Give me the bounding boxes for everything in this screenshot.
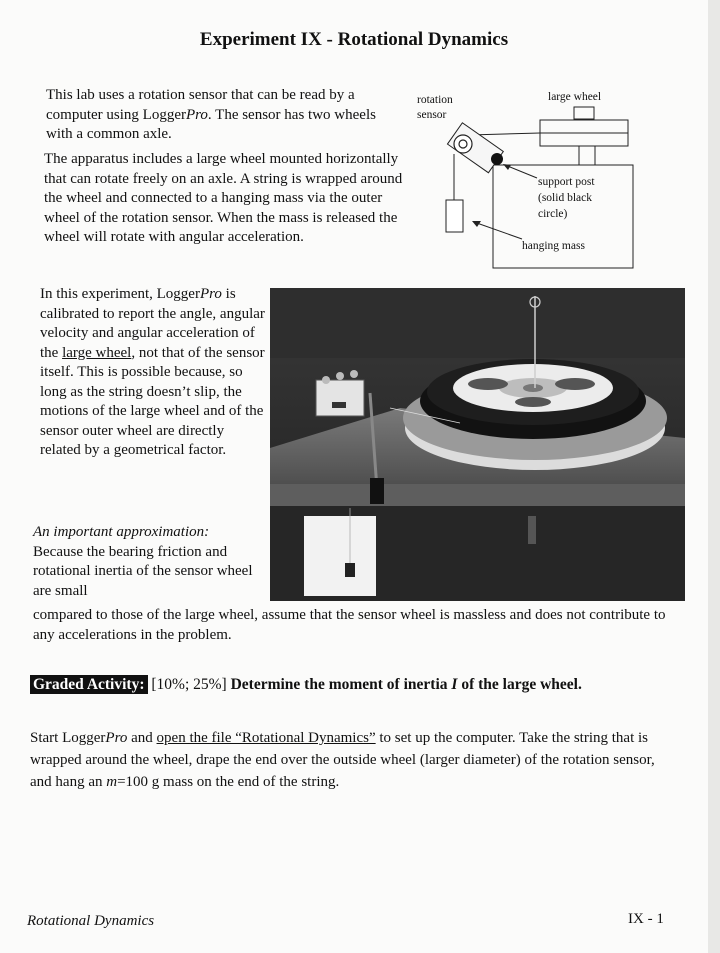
apparatus-diagram [414,86,638,270]
support-post-icon [491,153,503,165]
calibration-text-e: , not that of the sensor itself. This is possible because, so long as the string doesn’t slip, the motions of the large wheel and of the sensor outer wheel are directly related by a geometrical factor. [40,344,265,458]
large-wheel-underlined: large wheel [62,344,132,361]
diagram-label-support-2: (solid black [538,192,592,204]
instructions-a: Start Logger [30,730,106,746]
instructions-c: and [127,730,157,746]
diagram-label-hanging-mass: hanging mass [522,240,585,252]
diagram-label-rotation: rotation [417,94,453,106]
page-edge [708,0,720,953]
intro-paragraph-2: The apparatus includes a large wheel mounted horizontally that can rotate freely on an axle. A string is wrapped around the wheel and connected to a hanging mass via the outer wheel of the rotation sensor. When the mass is released the wheel will rotate with angular acceleration. [44,151,403,245]
calibration-loggerpro: Pro [199,286,222,302]
instructions-pro: Pro [105,730,128,746]
footer-title: Rotational Dynamics [27,913,155,929]
photo-sensor-label [332,402,346,408]
photo-spoke-gap-3 [515,397,551,407]
photo-leg [528,516,536,544]
mass-arrow-line [474,222,522,239]
photo-spoke-gap-1 [468,378,508,390]
diagram-label-large-wheel: large wheel [548,91,602,103]
approximation-continued: compared to those of the large wheel, assume that the sensor wheel is massless and does not contribute to any accelerations in the problem. [33,607,666,643]
instructions-m: m [106,774,118,790]
photo-spoke-gap-2 [555,378,595,390]
apparatus-photo [270,288,685,601]
graded-activity [30,676,582,694]
calibration-text-a: In this experiment, Logger [40,286,200,302]
photo-paper [304,516,376,596]
instructions-paragraph [30,727,670,793]
approximation-paragraph [33,523,265,601]
support-arrow-head [503,164,511,170]
graded-text-a: Determine the moment of inertia [230,676,452,693]
page-number: IX - 1 [628,911,664,927]
axle-top-box [574,107,594,119]
graded-activity-tag: Graded Activity: [30,675,148,694]
photo-sensor-box [316,380,364,416]
calibration-paragraph [40,285,266,461]
graded-weight: [10%; 25%] [147,676,231,693]
diagram-label-sensor: sensor [417,109,447,121]
instructions-e: to set up the computer. Take the string that is wrapped around the wheel, drape the end over the outside wheel (larger diameter) of the rotation sensor, and hang an [30,730,655,790]
photo-knob-3 [350,370,358,378]
intro-paragraph-1 [46,86,406,145]
photo-knob-1 [322,376,330,384]
sensor-inner-wheel-icon [459,140,467,148]
hanging-mass-box [446,200,463,232]
photo-table-edge [270,484,685,506]
diagram-label-support-1: support post [538,176,595,188]
calibration-text-c: is calibrated to report the angle, angular velocity and angular acceleration of the [40,286,265,361]
photo-knob-2 [336,372,344,380]
diagram-label-support-3: circle) [538,208,568,220]
loggerpro-italic: Pro [185,106,208,123]
open-file-link[interactable]: open the file “Rotational Dynamics” [156,730,376,746]
approximation-heading: An important approximation: [33,524,210,540]
graded-text-b: of the large wheel. [457,676,582,693]
photo-wall [270,288,685,358]
approximation-text: Because the bearing friction and rotational inertia of the sensor wheel are small [33,543,253,599]
instructions-g: =100 g mass on the end of the string. [117,774,340,790]
photo-hanging-mass [345,563,355,577]
intro-text-a: This lab uses a rotation sensor that can be read by a computer using Logger [46,87,355,123]
photo-clamp [370,478,384,504]
page-title: Experiment IX - Rotational Dynamics [199,29,509,50]
intro-text-c: . The sensor has two wheels with a common axle. [46,106,376,142]
axle-post [579,146,595,165]
graded-symbol: I [451,676,458,693]
photo-wheel-hub [523,384,543,392]
